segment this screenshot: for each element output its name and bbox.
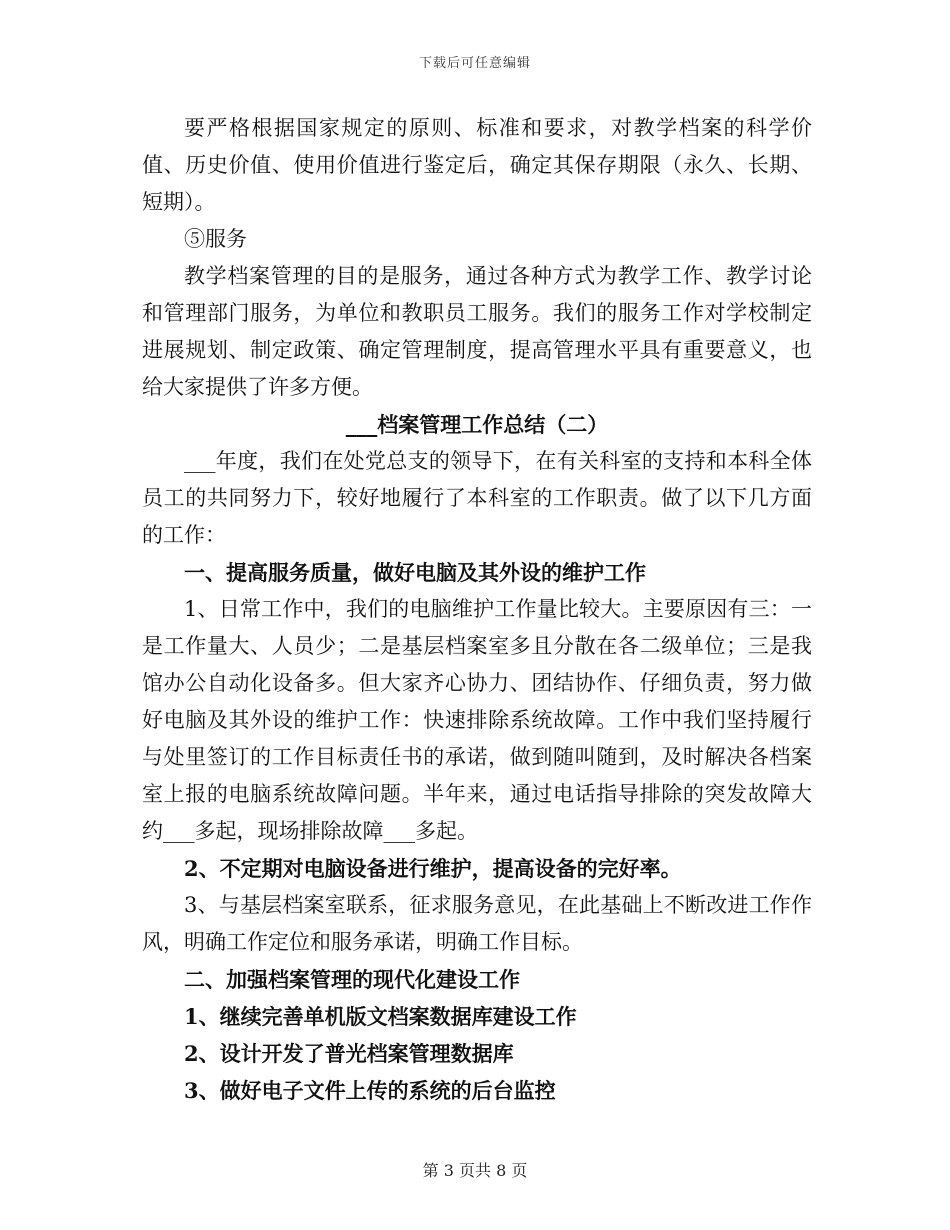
heading-two-item-3: 3、做好电子文件上传的系统的后台监控	[184, 1078, 556, 1103]
heading-one: 一、提高服务质量，做好电脑及其外设的维护工作	[184, 560, 646, 585]
heading-two-item-1: 1、继续完善单机版文档案数据库建设工作	[184, 1004, 577, 1029]
subheading-service: ⑤服务	[184, 227, 247, 251]
section-title: ___档案管理工作总结（二）	[345, 412, 609, 437]
heading-two-item-2: 2、设计开发了普光档案管理数据库	[184, 1041, 514, 1066]
paragraph-service: 教学档案管理的目的是服务，通过各种方式为教学工作、教学讨论和管理部门服务，为单位和教职员工服务。我们的服务工作对学校制定进展规划、制定政策、确定管理制度，提高管理水平具有重要意义，也给大家提供了许多方便。	[142, 264, 812, 399]
heading-two: 二、加强档案管理的现代化建设工作	[184, 967, 520, 992]
paragraph-item-1: 1、日常工作中，我们的电脑维护工作量比较大。主要原因有三：一是工作量大、人员少；二是基层档案室多且分散在各二级单位；三是我馆办公自动化设备多。但大家齐心协力、团结协作、仔细负责，努力做好电脑及其外设的维护工作：快速排除系统故障。工作中我们坚持履行与处里签订的工作目标责任书的承诺，做到随叫随到，及时解决各档案室上报的电脑系统故障问题。半年来，通过电话指导排除的突发故障大约___多起，现场排除故障___多起。	[142, 597, 812, 843]
page-footer: 第 3 页共 8 页	[422, 1161, 528, 1180]
paragraph-appraisal: 要严格根据国家规定的原则、标准和要求，对教学档案的科学价值、历史价值、使用价值进行鉴定后，确定其保存期限（永久、长期、短期）。	[142, 116, 812, 214]
item-2: 2、不定期对电脑设备进行维护，提高设备的完好率。	[184, 856, 682, 881]
paragraph-item-3: 3、与基层档案室联系，征求服务意见，在此基础上不断改进工作作风，明确工作定位和服务承诺，明确工作目标。	[142, 893, 812, 954]
paragraph-intro: ___年度，我们在处党总支的领导下，在有关科室的支持和本科全体员工的共同努力下，较好地履行了本科室的工作职责。做了以下几方面的工作：	[142, 449, 812, 547]
document-body	[142, 110, 812, 1109]
page-header: 下载后可任意编辑	[418, 56, 531, 71]
